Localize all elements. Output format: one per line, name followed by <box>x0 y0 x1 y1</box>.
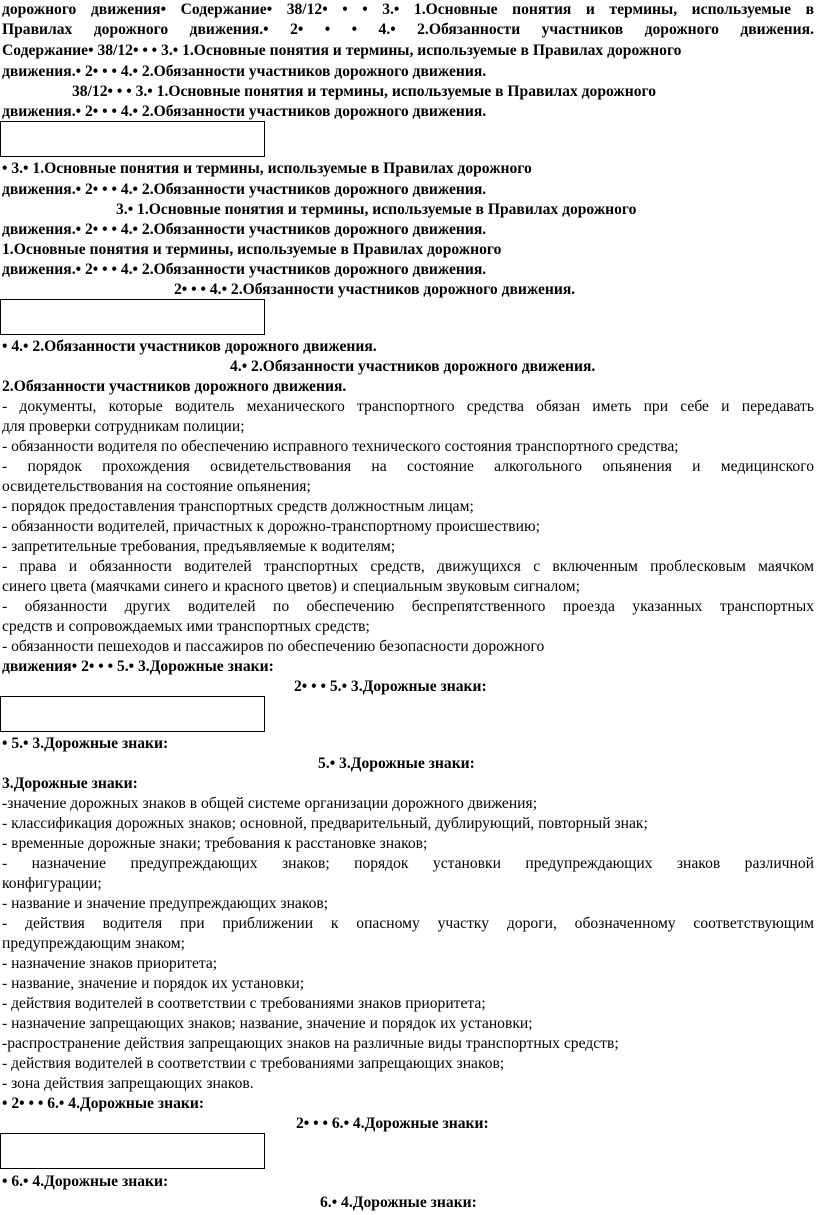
text-line: -распространение действия запрещающих знаков на различные виды транспортных средств; <box>2 1035 619 1052</box>
text-line: движения.• 2• • • 4.• 2.Обязанности участников дорожного движения. <box>2 103 487 120</box>
text-line: - документы, которые водитель механического транспортного средства обязан иметь при себе и передавать <box>2 398 814 415</box>
text-line: для проверки сотрудникам полиции; <box>2 418 245 435</box>
text-line: 2• • • 4.• 2.Обязанности участников дорожного движения. <box>174 281 576 298</box>
text-line: синего цвета (маячками синего и красного цветов) и специальным звуковым сигналом; <box>2 578 580 595</box>
text-line: - обязанности водителей, причастных к дорожно-транспортному происшествию; <box>2 518 540 535</box>
text-line: конфигурации; <box>2 875 102 892</box>
text-line: предупреждающим знаком; <box>2 935 185 952</box>
text-line: - обязанности водителя по обеспечению исправного технического состояния транспортного средства; <box>2 438 679 455</box>
text-line: 4.• 2.Обязанности участников дорожного движения. <box>230 358 596 375</box>
text-line: - обязанности других водителей по обеспечению беспрепятственного проезда указанных транспортных <box>2 598 814 615</box>
text-line: • 4.• 2.Обязанности участников дорожного движения. <box>2 338 377 355</box>
text-line: 38/12• • • 3.• 1.Основные понятия и термины, используемые в Правилах дорожного <box>72 83 657 100</box>
text-line: - классификация дорожных знаков; основной, предварительный, дублирующий, повторный знак; <box>2 815 648 832</box>
text-line: Содержание• 38/12• • • 3.• 1.Основные понятия и термины, используемые в Правилах дорожного <box>2 42 682 59</box>
text-line: • 3.• 1.Основные понятия и термины, используемые в Правилах дорожного <box>2 160 532 177</box>
text-line: - назначение знаков приоритета; <box>2 955 218 972</box>
text-line: движения.• 2• • • 4.• 2.Обязанности участников дорожного движения. <box>2 221 487 238</box>
text-line: - назначение запрещающих знаков; название, значение и порядок их установки; <box>2 1015 533 1032</box>
empty-box <box>0 299 265 335</box>
text-line: - порядок предоставления транспортных средств должностным лицам; <box>2 498 474 515</box>
text-line: движения.• 2• • • 4.• 2.Обязанности участников дорожного движения. <box>2 63 487 80</box>
text-line: - название, значение и порядок их установки; <box>2 975 305 992</box>
text-line: - действия водителя при приближении к опасному участку дороги, обозначенному соответствующим <box>2 915 814 932</box>
text-line: 3.• 1.Основные понятия и термины, используемые в Правилах дорожного <box>116 201 637 218</box>
text-line: - название и значение предупреждающих знаков; <box>2 895 329 912</box>
text-line: 6.• 4.Дорожные знаки: <box>320 1194 477 1211</box>
text-line: 3.Дорожные знаки: <box>2 775 138 792</box>
text-line: 2• • • 6.• 4.Дорожные знаки: <box>296 1115 489 1132</box>
text-line: • 5.• 3.Дорожные знаки: <box>2 735 169 752</box>
text-line: 1.Основные понятия и термины, используемые в Правилах дорожного <box>2 241 502 258</box>
text-line: движения.• 2• • • 4.• 2.Обязанности участников дорожного движения. <box>2 181 487 198</box>
text-line: средств и сопровождаемых ими транспортных средств; <box>2 618 370 635</box>
empty-box <box>0 121 265 157</box>
text-line: - действия водителей в соответствии с требованиями запрещающих знаков; <box>2 1055 505 1072</box>
text-line: движения• 2• • • 5.• 3.Дорожные знаки: <box>2 658 274 675</box>
text-line: • 2• • • 6.• 4.Дорожные знаки: <box>2 1095 205 1112</box>
empty-box <box>0 1133 265 1169</box>
text-line: - порядок прохождения освидетельствования на состояние алкогольного опьянения и медицинского <box>2 458 814 475</box>
text-line: - запретительные требования, предъявляемые к водителям; <box>2 538 396 555</box>
text-line: дорожного движения• Содержание• 38/12• • • 3.• 1.Основные понятия и термины, используемые в <box>2 1 814 18</box>
text-line: - зона действия запрещающих знаков. <box>2 1075 254 1092</box>
text-line: • 6.• 4.Дорожные знаки: <box>2 1173 169 1190</box>
text-line: - права и обязанности водителей транспортных средств, движущихся с включенным проблесковым маячком <box>2 558 814 575</box>
text-line: Правилах дорожного движения.• 2• • • 4.• 2.Обязанности участников дорожного движения. <box>2 21 814 38</box>
text-line: - назначение предупреждающих знаков; порядок установки предупреждающих знаков различной <box>2 855 814 872</box>
text-line: 5.• 3.Дорожные знаки: <box>318 755 475 772</box>
text-line: -значение дорожных знаков в общей системе организации дорожного движения; <box>2 795 538 812</box>
text-line: - действия водителей в соответствии с требованиями знаков приоритета; <box>2 995 486 1012</box>
text-line: движения.• 2• • • 4.• 2.Обязанности участников дорожного движения. <box>2 261 487 278</box>
empty-box <box>0 696 265 732</box>
text-line: 2• • • 5.• 3.Дорожные знаки: <box>294 678 487 695</box>
text-line: освидетельствования на состояние опьянения; <box>2 478 311 495</box>
text-line: - обязанности пешеходов и пассажиров по обеспечению безопасности дорожного <box>2 638 545 655</box>
text-line: - временные дорожные знаки; требования к расстановке знаков; <box>2 835 428 852</box>
text-line: 2.Обязанности участников дорожного движения. <box>2 378 347 395</box>
